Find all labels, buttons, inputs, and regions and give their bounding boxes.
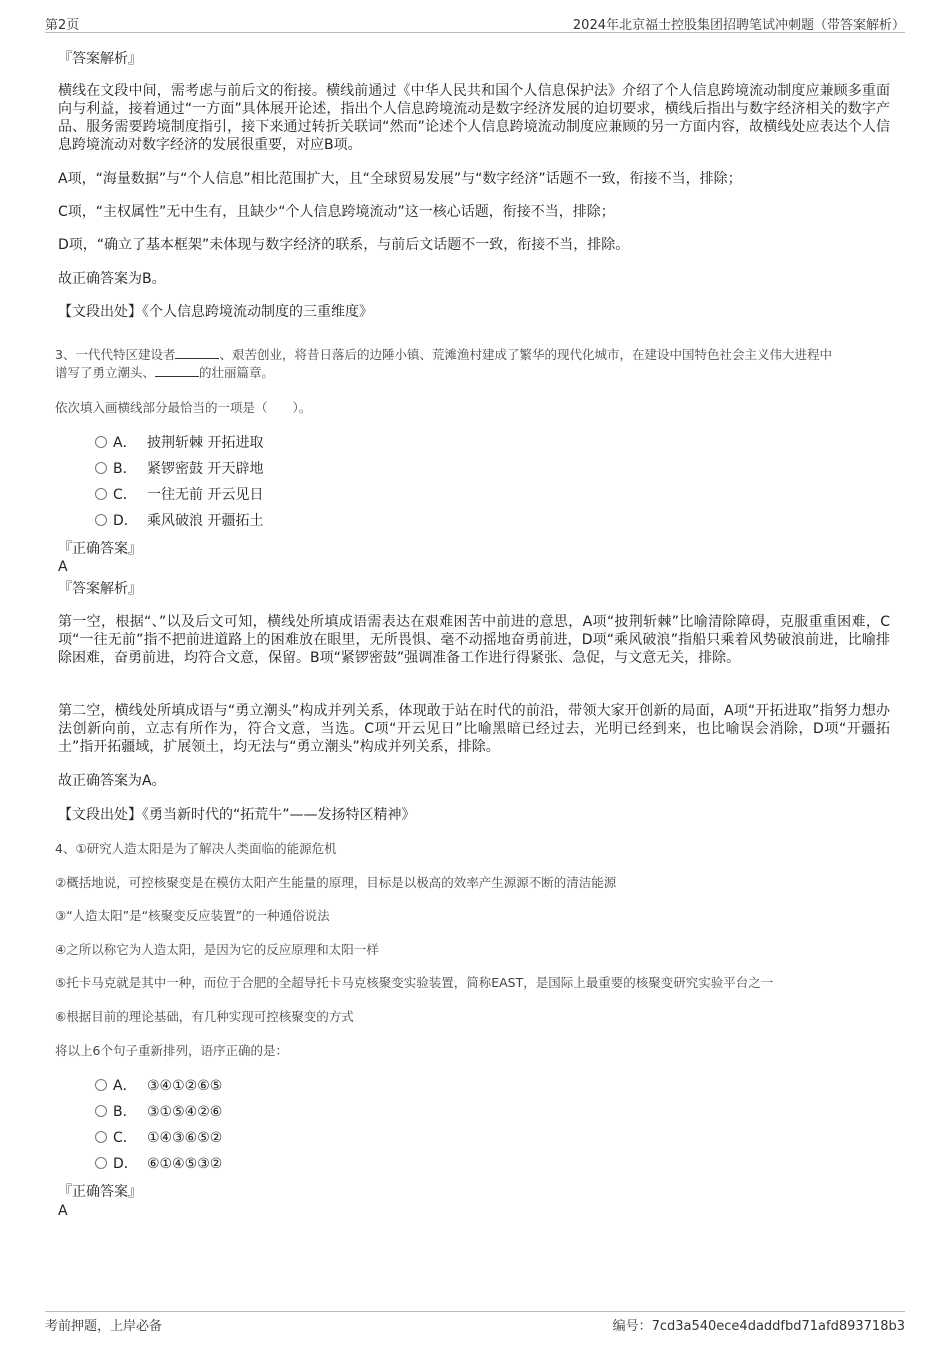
q4-option-d[interactable]: D． ⑥①④⑤③② xyxy=(95,1154,222,1174)
q4-answer-label: 『正确答案』 xyxy=(58,1184,142,1200)
q4-answer: A xyxy=(58,1203,68,1219)
q2-analysis-label: 『答案解析』 xyxy=(58,51,142,67)
q3-stem-part1: 3、一代代特区建设者 xyxy=(55,347,176,362)
radio-icon[interactable] xyxy=(95,1079,107,1091)
q3-blank-2 xyxy=(155,364,199,377)
q4-sentence-2: ②概括地说，可控核聚变是在模仿太阳产生能量的原理，目标是以极高的效率产生源源不断的清洁能源 xyxy=(55,875,617,890)
page-footer xyxy=(45,1311,905,1334)
radio-icon[interactable] xyxy=(95,514,107,526)
q2-analysis-p4: D项，“确立了基本框架”未体现与数字经济的联系，与前后文话题不一致，衔接不当，排除。 xyxy=(58,237,630,253)
q3-source: 【文段出处】《勇当新时代的“拓荒牛”——发扬特区精神》 xyxy=(58,807,416,823)
q4-instruction: 将以上6个句子重新排列，语序正确的是： xyxy=(55,1043,288,1058)
q4-sentence-3: ③“人造太阳”是“核聚变反应装置”的一种通俗说法 xyxy=(55,908,330,923)
radio-icon[interactable] xyxy=(95,1157,107,1169)
q3-conclusion: 故正确答案为A。 xyxy=(58,773,166,789)
q3-answer: A xyxy=(58,559,68,575)
radio-icon[interactable] xyxy=(95,1131,107,1143)
q4-sentence-1: 4、①研究人造太阳是为了解决人类面临的能源危机 xyxy=(55,841,337,856)
q2-analysis-p2: A项，“海量数据”与“个人信息”相比范围扩大，且“全球贸易发展”与“数字经济”话题不一致，衔接不当，排除； xyxy=(58,171,742,187)
q4-option-a[interactable]: A． ③④①②⑥⑤ xyxy=(95,1076,222,1096)
q4-sentence-4: ④之所以称它为人造太阳，是因为它的反应原理和太阳一样 xyxy=(55,942,379,957)
q2-conclusion: 故正确答案为B。 xyxy=(58,271,166,287)
q4-option-b[interactable]: B． ③①⑤④②⑥ xyxy=(95,1102,222,1122)
document-code: 编号：7cd3a540ece4daddfbd71afd893718b3 xyxy=(612,1319,905,1334)
q2-analysis-p3: C项，“主权属性”无中生有，且缺少“个人信息跨境流动”这一核心话题，衔接不当，排除； xyxy=(58,204,615,220)
q3-option-a[interactable]: A． 披荆斩棘 开拓进取 xyxy=(95,433,263,453)
q3-analysis-p1: 第一空，根据“、”以及后文可知，横线处所填成语需表达在艰难困苦中前进的意思，A项“披荆斩棘”比喻清除障碍，克服重重困难，C项“一往无前”指不把前进道路上的困难放在眼里，无所畏惧、毫不动摇地奋勇前进，D项“乘风破浪”指船只乘着风势破浪前进，比喻排除困难，奋勇前进，均符合文意，保留。B项“紧锣密鼓”强调准备工作进行得紧张、急促，与文意无关，排除。 xyxy=(58,614,890,666)
q4-option-c[interactable]: C． ①④③⑥⑤② xyxy=(95,1128,222,1148)
page-number: 第2页 xyxy=(45,18,80,33)
q3-analysis-p2: 第二空，横线处所填成语与“勇立潮头”构成并列关系，体现敢于站在时代的前沿，带领大家开创新的局面，A项“开拓进取”指努力想办法创新向前，立志有所作为，符合文意，当选。C项“开云见日”比喻黑暗已经过去，光明已经到来，也比喻误会消除，D项“开疆拓土”指开拓疆域，扩展领土，均无法与“勇立潮头”构成并列关系，排除。 xyxy=(58,703,890,755)
radio-icon[interactable] xyxy=(95,462,107,474)
q3-answer-label: 『正确答案』 xyxy=(58,541,142,557)
radio-icon[interactable] xyxy=(95,436,107,448)
q3-stem-part2: 、艰苦创业，将昔日落后的边陲小镇、荒滩渔村建成了繁华的现代化城市，在建设中国特色社会主义伟大进程中 xyxy=(219,347,832,362)
q3-stem-part3: 谱写了勇立潮头、 xyxy=(55,365,156,380)
q2-analysis-p1: 横线在文段中间，需考虑与前后文的衔接。横线前通过《中华人民共和国个人信息保护法》介绍了个人信息跨境流动制度应兼顾多重面向与利益，接着通过“一方面”具体展开论述，指出个人信息跨境流动是数字经济发展的迫切要求，横线后指出与数字经济相关的数字产品、服务需要跨境制度指引，接下来通过转折关联词“然而”论述个人信息跨境流动制度应兼顾的另一方面内容，故横线处应表达个人信息跨境流动对数字经济的发展很重要，对应B项。 xyxy=(58,83,890,153)
radio-icon[interactable] xyxy=(95,488,107,500)
document-title: 2024年北京福士控股集团招聘笔试冲刺题（带答案解析） xyxy=(572,18,905,33)
q4-sentence-5: ⑤托卡马克就是其中一种，而位于合肥的全超导托卡马克核聚变实验装置，简称EAST，是国际上最重要的核聚变研究实验平台之一 xyxy=(55,975,774,990)
page-header xyxy=(45,14,905,33)
q2-source: 【文段出处】《个人信息跨境流动制度的三重维度》 xyxy=(58,304,373,320)
q3-blank-1 xyxy=(175,346,219,359)
q3-option-d[interactable]: D． 乘风破浪 开疆拓土 xyxy=(95,511,263,531)
radio-icon[interactable] xyxy=(95,1105,107,1117)
footer-slogan: 考前押题，上岸必备 xyxy=(45,1319,163,1334)
q3-stem-part4: 的壮丽篇章。 xyxy=(199,365,275,380)
q4-sentence-6: ⑥根据目前的理论基础，有几种实现可控核聚变的方式 xyxy=(55,1009,354,1024)
q3-stem xyxy=(55,346,895,382)
q3-option-c[interactable]: C． 一往无前 开云见日 xyxy=(95,485,263,505)
q3-analysis-label: 『答案解析』 xyxy=(58,581,142,597)
q3-option-b[interactable]: B． 紧锣密鼓 开天辟地 xyxy=(95,459,263,479)
q3-instruction: 依次填入画横线部分最恰当的一项是（ ）。 xyxy=(55,400,312,415)
